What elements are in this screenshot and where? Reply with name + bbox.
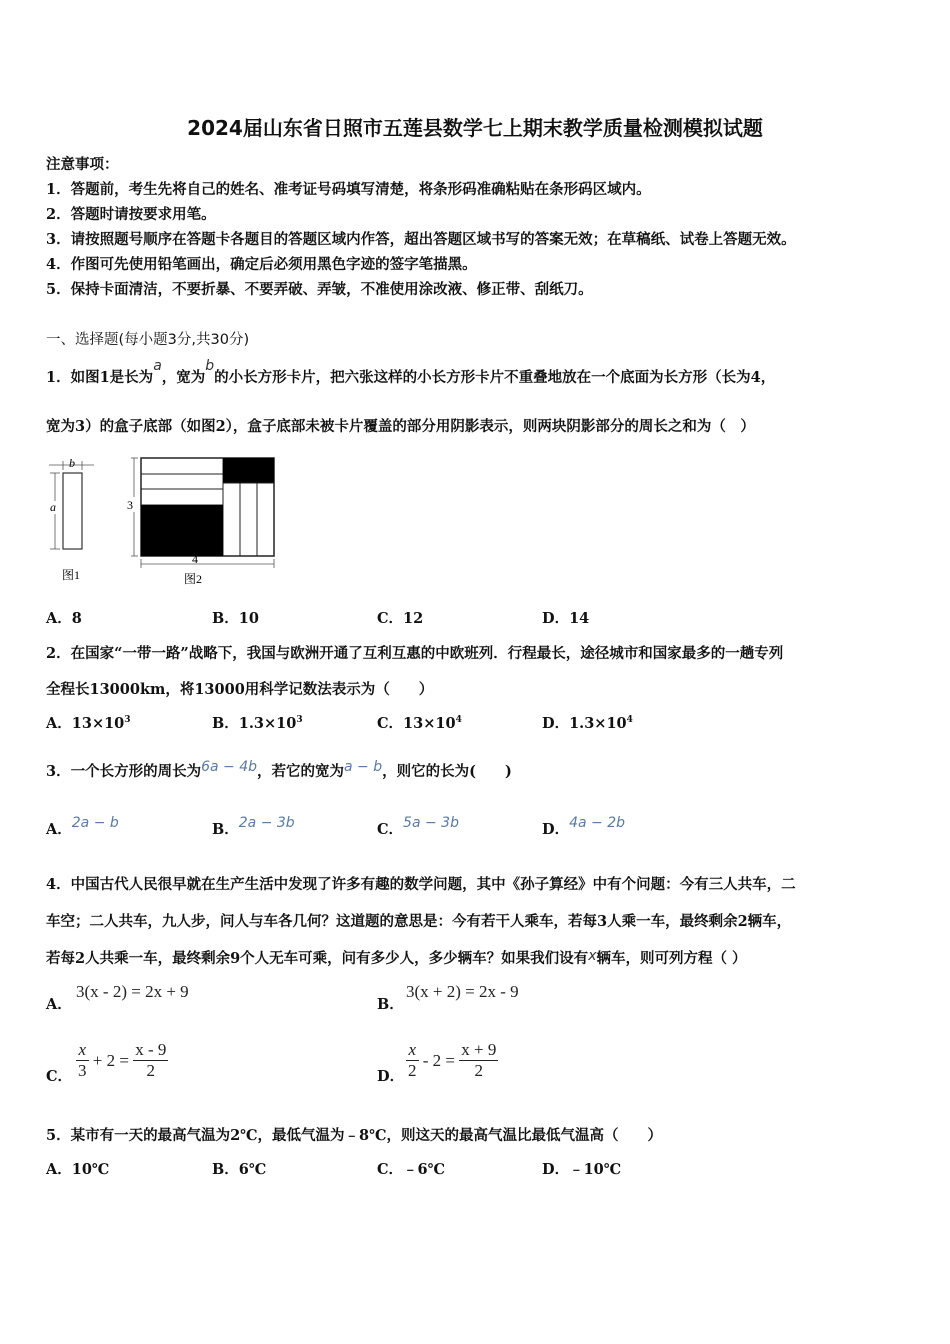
question-2-line-1: 2．在国家“一带一路”战略下，我国与欧洲开通了互利互惠的中欧班列．行程最长，途径城市和国家最多的一趟专列	[46, 645, 784, 662]
option-d[interactable]: D．﹣10℃	[542, 1161, 622, 1178]
equation-middle: - 2 =	[422, 1050, 455, 1070]
option-b[interactable]	[212, 815, 295, 839]
denominator: 2	[474, 1061, 484, 1081]
option-expr: 4a − 2b	[569, 815, 625, 831]
option-a[interactable]: A．8	[46, 610, 82, 627]
note-item: 1．答题前，考生先将自己的姓名、准考证号码填写清楚，将条形码准确粘贴在条形码区域内。	[46, 181, 651, 198]
q4-text: 若每2人共乘一车，最终剩余9个人无车可乘，问有多少人，多少辆车？如果我们设有	[46, 950, 589, 967]
question-4-line-2: 车空；二人共车，九人步，问人与车各几何？这道题的意思是：今有若干人乘车，若每3人乘一车，最终剩余2辆车，	[46, 913, 792, 930]
option-value: 13×10	[403, 715, 456, 732]
numerator: x - 9	[133, 1040, 168, 1061]
option-expr: 2a − 3b	[238, 815, 295, 831]
q3-text: 3．一个长方形的周长为	[46, 763, 202, 780]
option-exponent: 4	[455, 715, 462, 726]
option-d[interactable]: D．14	[542, 610, 590, 627]
question-4-line-1: 4．中国古代人民很早就在生产生活中发现了许多有趣的数学问题，其中《孙子算经》中有个问题：今有三人共车，二	[46, 876, 796, 893]
option-label: B．	[212, 821, 239, 838]
numerator: x	[406, 1040, 419, 1061]
option-value: 13×10	[71, 715, 125, 732]
note-item: 5．保持卡面清洁，不要折暴、不要弄破、弄皱，不准使用涂改液、修正带、刮纸刀。	[46, 281, 593, 298]
q3-text: ，则它的长为( )	[382, 763, 512, 780]
numerator: x	[76, 1040, 89, 1061]
option-c[interactable]	[377, 815, 459, 839]
q1-figures	[44, 452, 289, 592]
question-3	[46, 760, 512, 781]
question-1-line-2: 宽为3）的盒子底部（如图2），盒子底部未被卡片覆盖的部分用阴影表示，则两块阴影部分的周长之和为（ ）	[46, 418, 755, 435]
option-label: D．	[542, 715, 570, 732]
question-1-line-1	[46, 358, 776, 387]
option-expr: 2a − b	[71, 815, 119, 831]
fraction	[133, 1040, 168, 1082]
option-label: A．	[46, 821, 72, 838]
option-a[interactable]: A．10℃	[46, 1161, 110, 1178]
fig2-label-4: 4	[192, 552, 198, 566]
option-c-equation[interactable]	[76, 1040, 168, 1082]
shaded-region-top-right	[223, 458, 274, 483]
note-item: 4．作图可先使用铅笔画出，确定后必须用黑色字迹的签字笔描黑。	[46, 256, 477, 273]
note-item: 3．请按照题号顺序在答题卡各题目的答题区域内作答，超出答题区域书写的答案无效；在草稿纸、试卷上答题无效。	[46, 231, 796, 248]
q1-var-a: a	[153, 358, 162, 374]
option-exponent: 3	[296, 715, 303, 726]
q3-perimeter-expr: 6a − 4b	[201, 759, 258, 775]
q1-var-b: b	[205, 358, 215, 374]
fig2-caption: 图2	[184, 572, 203, 586]
option-value: 1.3×10	[238, 715, 297, 732]
fig1-caption: 图1	[62, 568, 81, 582]
shaded-region-bottom-left	[141, 505, 223, 556]
option-c[interactable]: C．12	[377, 610, 424, 627]
denominator: 2	[408, 1061, 417, 1081]
option-label: D．	[542, 821, 570, 838]
q4-var-x: x	[588, 948, 597, 964]
denominator: 2	[146, 1061, 156, 1081]
option-b[interactable]	[212, 712, 303, 733]
fig1-label-a: a	[50, 500, 56, 514]
option-label: A．	[46, 715, 72, 732]
fraction	[76, 1040, 89, 1082]
option-expr: 5a − 3b	[403, 815, 459, 831]
q3-width-expr: a − b	[344, 759, 383, 775]
option-c-label[interactable]: C．	[46, 1068, 73, 1085]
option-b[interactable]: B．6℃	[212, 1161, 267, 1178]
q1-text: ，宽为	[161, 369, 206, 386]
option-label: B．	[212, 715, 239, 732]
option-a[interactable]	[46, 712, 131, 733]
option-d-label[interactable]: D．	[377, 1068, 405, 1085]
equation-middle: + 2 =	[92, 1050, 129, 1070]
q1-text: 1．如图1是长为	[46, 369, 154, 386]
option-d[interactable]	[542, 815, 625, 839]
q4-text: 辆车，则可列方程（ ）	[596, 950, 747, 967]
option-value: 1.3×10	[569, 715, 627, 732]
option-c[interactable]: C．﹣6℃	[377, 1161, 446, 1178]
question-5: 5．某市有一天的最高气温为2℃，最低气温为﹣8℃，则这天的最高气温比最低气温高（ ）	[46, 1127, 663, 1144]
option-exponent: 3	[124, 715, 131, 726]
option-b-label[interactable]: B．	[377, 996, 404, 1013]
q3-text: ，若它的宽为	[257, 763, 345, 780]
option-c[interactable]	[377, 712, 462, 733]
fraction	[459, 1040, 498, 1082]
notes-heading: 注意事项：	[46, 156, 119, 173]
option-d[interactable]	[542, 712, 633, 733]
option-d-equation[interactable]	[406, 1040, 498, 1082]
question-2-line-2: 全程长13000km，将13000用科学记数法表示为（ ）	[46, 681, 434, 698]
option-label: C．	[377, 715, 404, 732]
option-a[interactable]	[46, 815, 119, 839]
option-exponent: 4	[626, 715, 633, 726]
numerator: x + 9	[459, 1040, 498, 1061]
q1-text: 的小长方形卡片，把六张这样的小长方形卡片不重叠地放在一个底面为长方形（长为4，	[214, 369, 776, 386]
option-a-label[interactable]: A．	[46, 996, 72, 1013]
option-b-equation[interactable]: 3(x + 2) = 2x - 9	[406, 982, 519, 1001]
figure-2	[127, 458, 274, 586]
section-heading: 一、选择题(每小题3分,共30分)	[46, 332, 250, 348]
option-a-equation[interactable]: 3(x - 2) = 2x + 9	[76, 982, 189, 1001]
fraction	[406, 1040, 419, 1082]
denominator: 3	[78, 1061, 87, 1081]
note-item: 2．答题时请按要求用笔。	[46, 206, 216, 223]
option-label: C．	[377, 821, 404, 838]
question-4-line-3	[46, 947, 747, 968]
page-title: 2024届山东省日照市五莲县数学七上期末教学质量检测模拟试题	[187, 116, 763, 140]
fig1-label-b: b	[69, 456, 75, 470]
option-b[interactable]: B．10	[212, 610, 259, 627]
figure-1	[49, 456, 94, 582]
fig2-label-3: 3	[127, 498, 133, 512]
